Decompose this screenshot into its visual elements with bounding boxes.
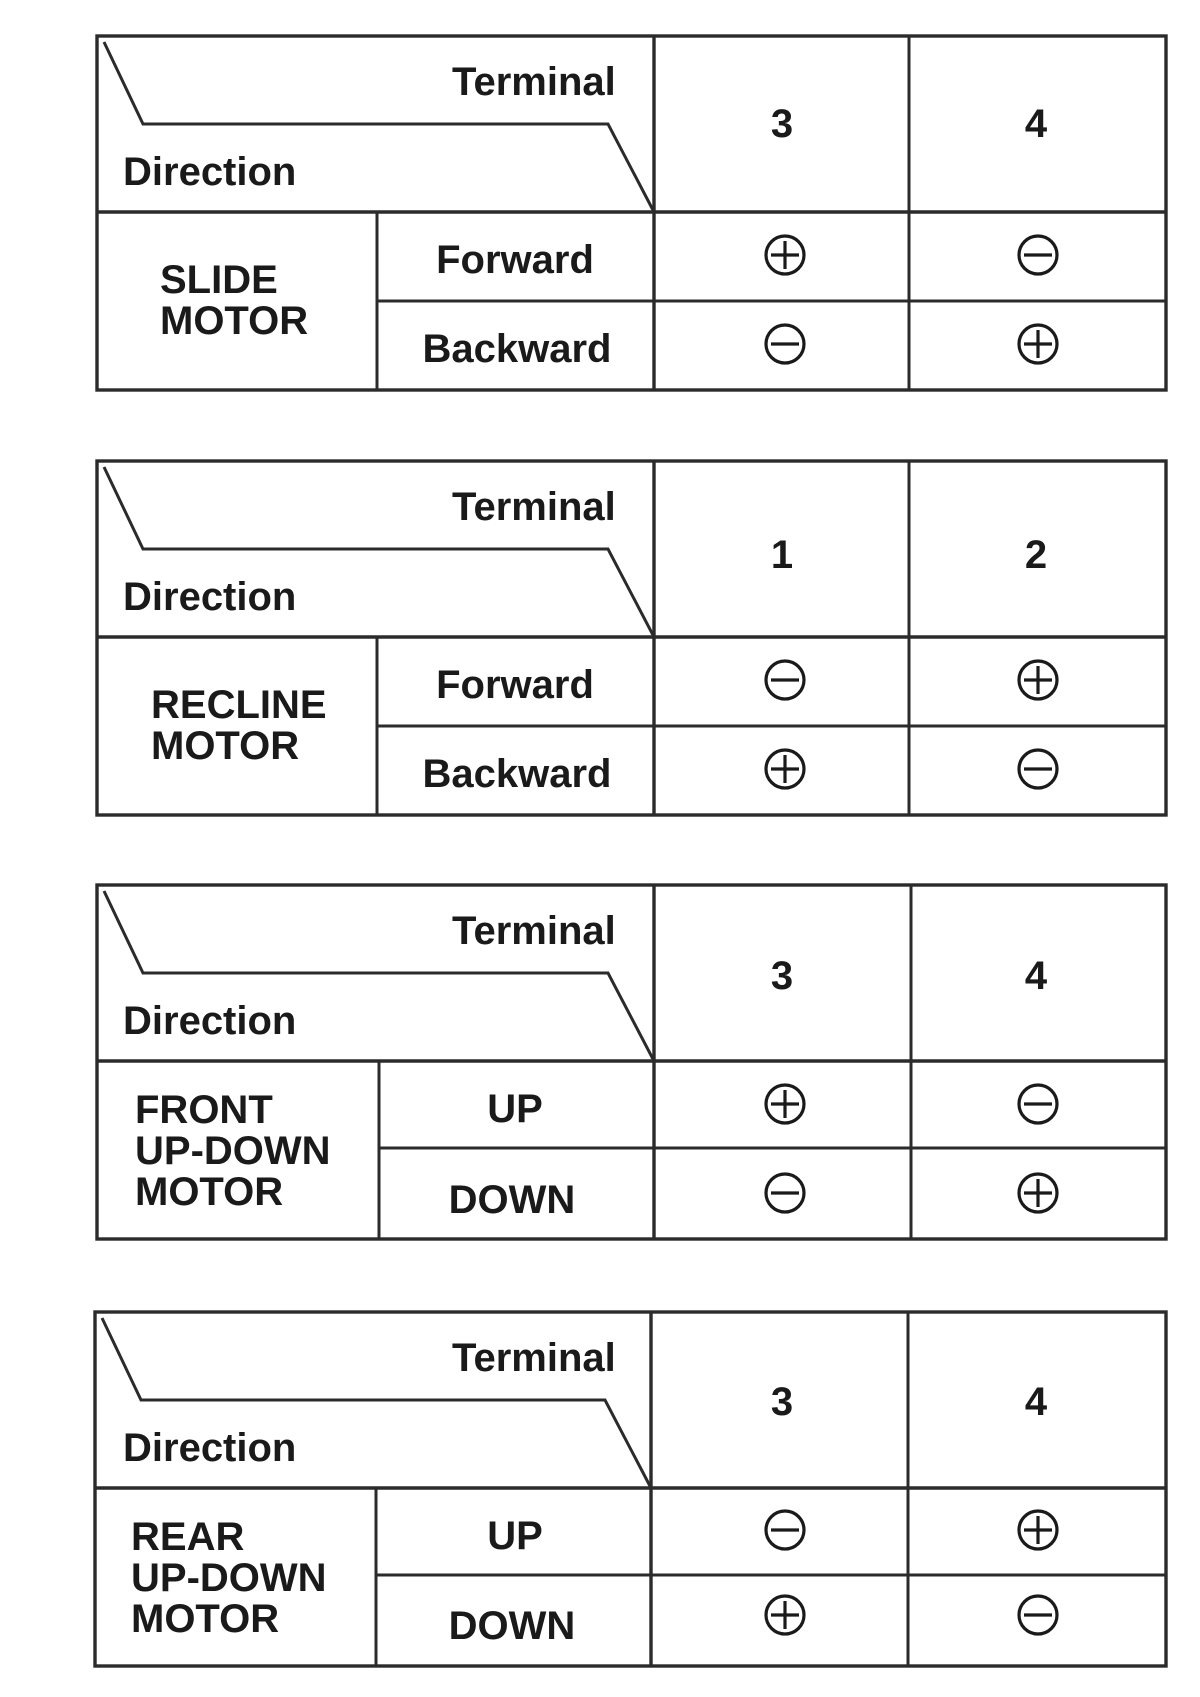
direction-label: Forward — [436, 238, 594, 282]
plus-icon — [763, 747, 807, 791]
terminal-number: 1 — [770, 533, 794, 577]
minus-icon — [1016, 1593, 1060, 1637]
minus-icon — [763, 1171, 807, 1215]
direction-label: Forward — [436, 663, 594, 707]
terminal-number: 3 — [770, 102, 794, 146]
terminal-number: 3 — [770, 954, 794, 998]
recline-motor-table — [0, 425, 1200, 796]
rear-up-down-motor-table — [0, 1276, 1200, 1648]
plus-icon — [1016, 322, 1060, 366]
direction-header-label: Direction — [123, 1426, 297, 1470]
terminal-header-label: Terminal — [452, 60, 616, 104]
minus-icon — [763, 322, 807, 366]
plus-icon — [763, 1593, 807, 1637]
direction-label: DOWN — [448, 1604, 576, 1648]
motor-name: REAR UP-DOWN MOTOR — [131, 1515, 327, 1641]
terminal-number: 4 — [1024, 1380, 1048, 1424]
plus-icon — [1016, 1171, 1060, 1215]
terminal-number: 2 — [1024, 533, 1048, 577]
terminal-header-label: Terminal — [452, 485, 616, 529]
direction-label: Backward — [422, 752, 612, 796]
plus-icon — [1016, 1508, 1060, 1552]
minus-icon — [763, 658, 807, 702]
terminal-number: 3 — [770, 1380, 794, 1424]
minus-icon — [1016, 233, 1060, 277]
motor-name: RECLINE MOTOR — [151, 683, 327, 768]
minus-icon — [1016, 747, 1060, 791]
plus-icon — [1016, 658, 1060, 702]
slide-motor-table — [0, 0, 1200, 371]
plus-icon — [763, 1082, 807, 1126]
direction-header-label: Direction — [123, 999, 297, 1043]
terminal-header-label: Terminal — [452, 1336, 616, 1380]
minus-icon — [763, 1508, 807, 1552]
direction-label: UP — [487, 1514, 543, 1558]
motor-name: SLIDE MOTOR — [160, 258, 309, 343]
direction-label: DOWN — [448, 1178, 576, 1222]
direction-header-label: Direction — [123, 150, 297, 194]
direction-label: Backward — [422, 327, 612, 371]
terminal-header-label: Terminal — [452, 909, 616, 953]
direction-label: UP — [487, 1087, 543, 1131]
motor-name: FRONT UP-DOWN MOTOR — [135, 1088, 331, 1214]
front-up-down-motor-table — [0, 849, 1200, 1222]
terminal-number: 4 — [1024, 954, 1048, 998]
plus-icon — [763, 233, 807, 277]
direction-header-label: Direction — [123, 575, 297, 619]
terminal-number: 4 — [1024, 102, 1048, 146]
minus-icon — [1016, 1082, 1060, 1126]
